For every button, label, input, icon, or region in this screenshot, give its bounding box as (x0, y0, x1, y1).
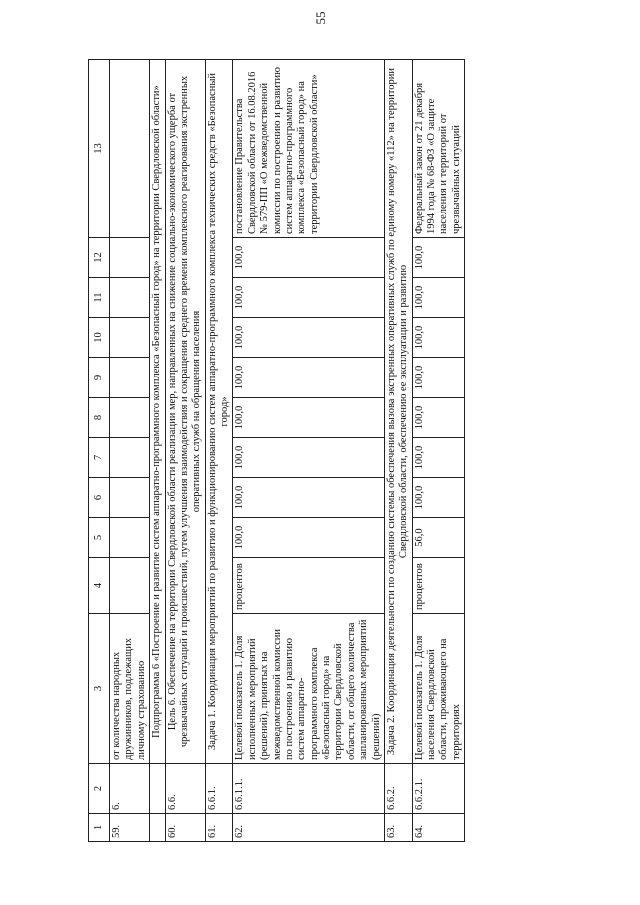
value-cell (110, 398, 150, 438)
table-row (205, 60, 233, 842)
value-cell (110, 278, 150, 318)
table-row (412, 60, 465, 842)
value-cell: 100,0 (412, 438, 465, 478)
row-code: 6.6.2.1. (412, 764, 465, 814)
value-cell: 100,0 (412, 238, 465, 278)
header-cell: 11 (89, 278, 110, 318)
row-number: 64. (412, 814, 465, 842)
header-cell: 9 (89, 358, 110, 398)
unit: процентов (233, 558, 385, 614)
value-cell: 100,0 (412, 478, 465, 518)
row-code (150, 764, 165, 814)
row-code: 6.6.2. (384, 764, 412, 814)
value-cell: 100,0 (412, 398, 465, 438)
row-number: 59. (110, 814, 150, 842)
value-cell: 100,0 (412, 278, 465, 318)
header-cell: 10 (89, 318, 110, 358)
value-cell: 100,0 (233, 238, 385, 278)
value-cell: 100,0 (412, 358, 465, 398)
unit: процентов (412, 558, 465, 614)
header-cell: 5 (89, 518, 110, 558)
header-row (89, 60, 110, 842)
section-title: Задача 1. Координация мероприятий по развитию и функционированию систем аппаратно-программного комплекса технических средств «Безопасный город» (205, 60, 233, 764)
value-cell (110, 238, 150, 278)
rotated-page (88, 60, 624, 842)
value-cell (110, 318, 150, 358)
source-document: постановление Правительства Свердловской области от 16.08.2016 № 579-ПП «О межведомственной комиссии по построению и развитию систем аппаратно-программного комплекса «Безопасный город» на территории Свердловской области» (233, 60, 385, 238)
source-document (110, 60, 150, 238)
value-cell (110, 358, 150, 398)
header-cell: 8 (89, 398, 110, 438)
value-cell (110, 478, 150, 518)
value-cell (110, 438, 150, 478)
row-number: 60. (165, 814, 205, 842)
header-cell: 7 (89, 438, 110, 478)
indicator-text: Целевой показатель 1. Доля исполненных мероприятий (решений), принятых на межведомственной комиссии по построению и развитию систем аппаратно-программного комплекса «Безопасный город» на территории Свердловской области, от общего количества запланированных мероприятий (решений) (233, 614, 385, 764)
row-number: 61. (205, 814, 233, 842)
value-cell (110, 518, 150, 558)
value-cell: 100,0 (233, 438, 385, 478)
table-row (165, 60, 205, 842)
row-number: 62. (233, 814, 385, 842)
table-row (150, 60, 165, 842)
page-number: 55 (313, 11, 328, 25)
value-cell: 100,0 (233, 398, 385, 438)
section-title: Подпрограмма 6 «Построение и развитие систем аппаратно-программного комплекса «Безопасный город» на территории Свердловской области» (150, 60, 165, 764)
row-code: 6.6. (165, 764, 205, 814)
row-number: 63. (384, 814, 412, 842)
row-code: 6.6.1.1. (233, 764, 385, 814)
value-cell: 100,0 (233, 518, 385, 558)
header-cell: 4 (89, 558, 110, 614)
value-cell: 100,0 (412, 318, 465, 358)
table-row (233, 60, 385, 842)
header-cell: 3 (89, 614, 110, 764)
header-cell: 1 (89, 814, 110, 842)
value-cell: 100,0 (233, 478, 385, 518)
value-cell: 100,0 (233, 278, 385, 318)
header-cell: 12 (89, 238, 110, 278)
table-row (110, 60, 150, 842)
row-code: 6. (110, 764, 150, 814)
indicators-table (88, 59, 465, 842)
header-cell: 6 (89, 478, 110, 518)
section-title: Задача 2. Координация деятельности по созданию системы обеспечения вызова экстренных оперативных служб по единому номеру «112» на территории Свердловской области, обеспечению ее эксплуатации и развитию (384, 60, 412, 764)
header-cell: 2 (89, 764, 110, 814)
source-document: Федеральный закон от 21 декабря 1994 года № 68-ФЗ «О защите населения и территорий от чрезвычайных ситуаций (412, 60, 465, 238)
table-row (384, 60, 412, 842)
indicator-text: от количества народных дружинников, подлежащих личному страхованию (110, 614, 150, 764)
unit (110, 558, 150, 614)
row-number (150, 814, 165, 842)
value-cell: 100,0 (233, 318, 385, 358)
indicator-text: Целевой показатель 1. Доля населения Свердловской области, проживающего на территориях (412, 614, 465, 764)
value-cell: 100,0 (233, 358, 385, 398)
header-cell: 13 (89, 60, 110, 238)
value-cell: 56,0 (412, 518, 465, 558)
row-code: 6.6.1. (205, 764, 233, 814)
section-title: Цель 6. Обеспечение на территории Свердловской области реализации мер, направленных на снижение социально-экономического ущерба от чрезвычайных ситуаций и происшествий, путем улучшения взаимодействия и сокращения среднего времени комплексного реагирования экстренных оперативных служб на обращения населения (165, 60, 205, 764)
